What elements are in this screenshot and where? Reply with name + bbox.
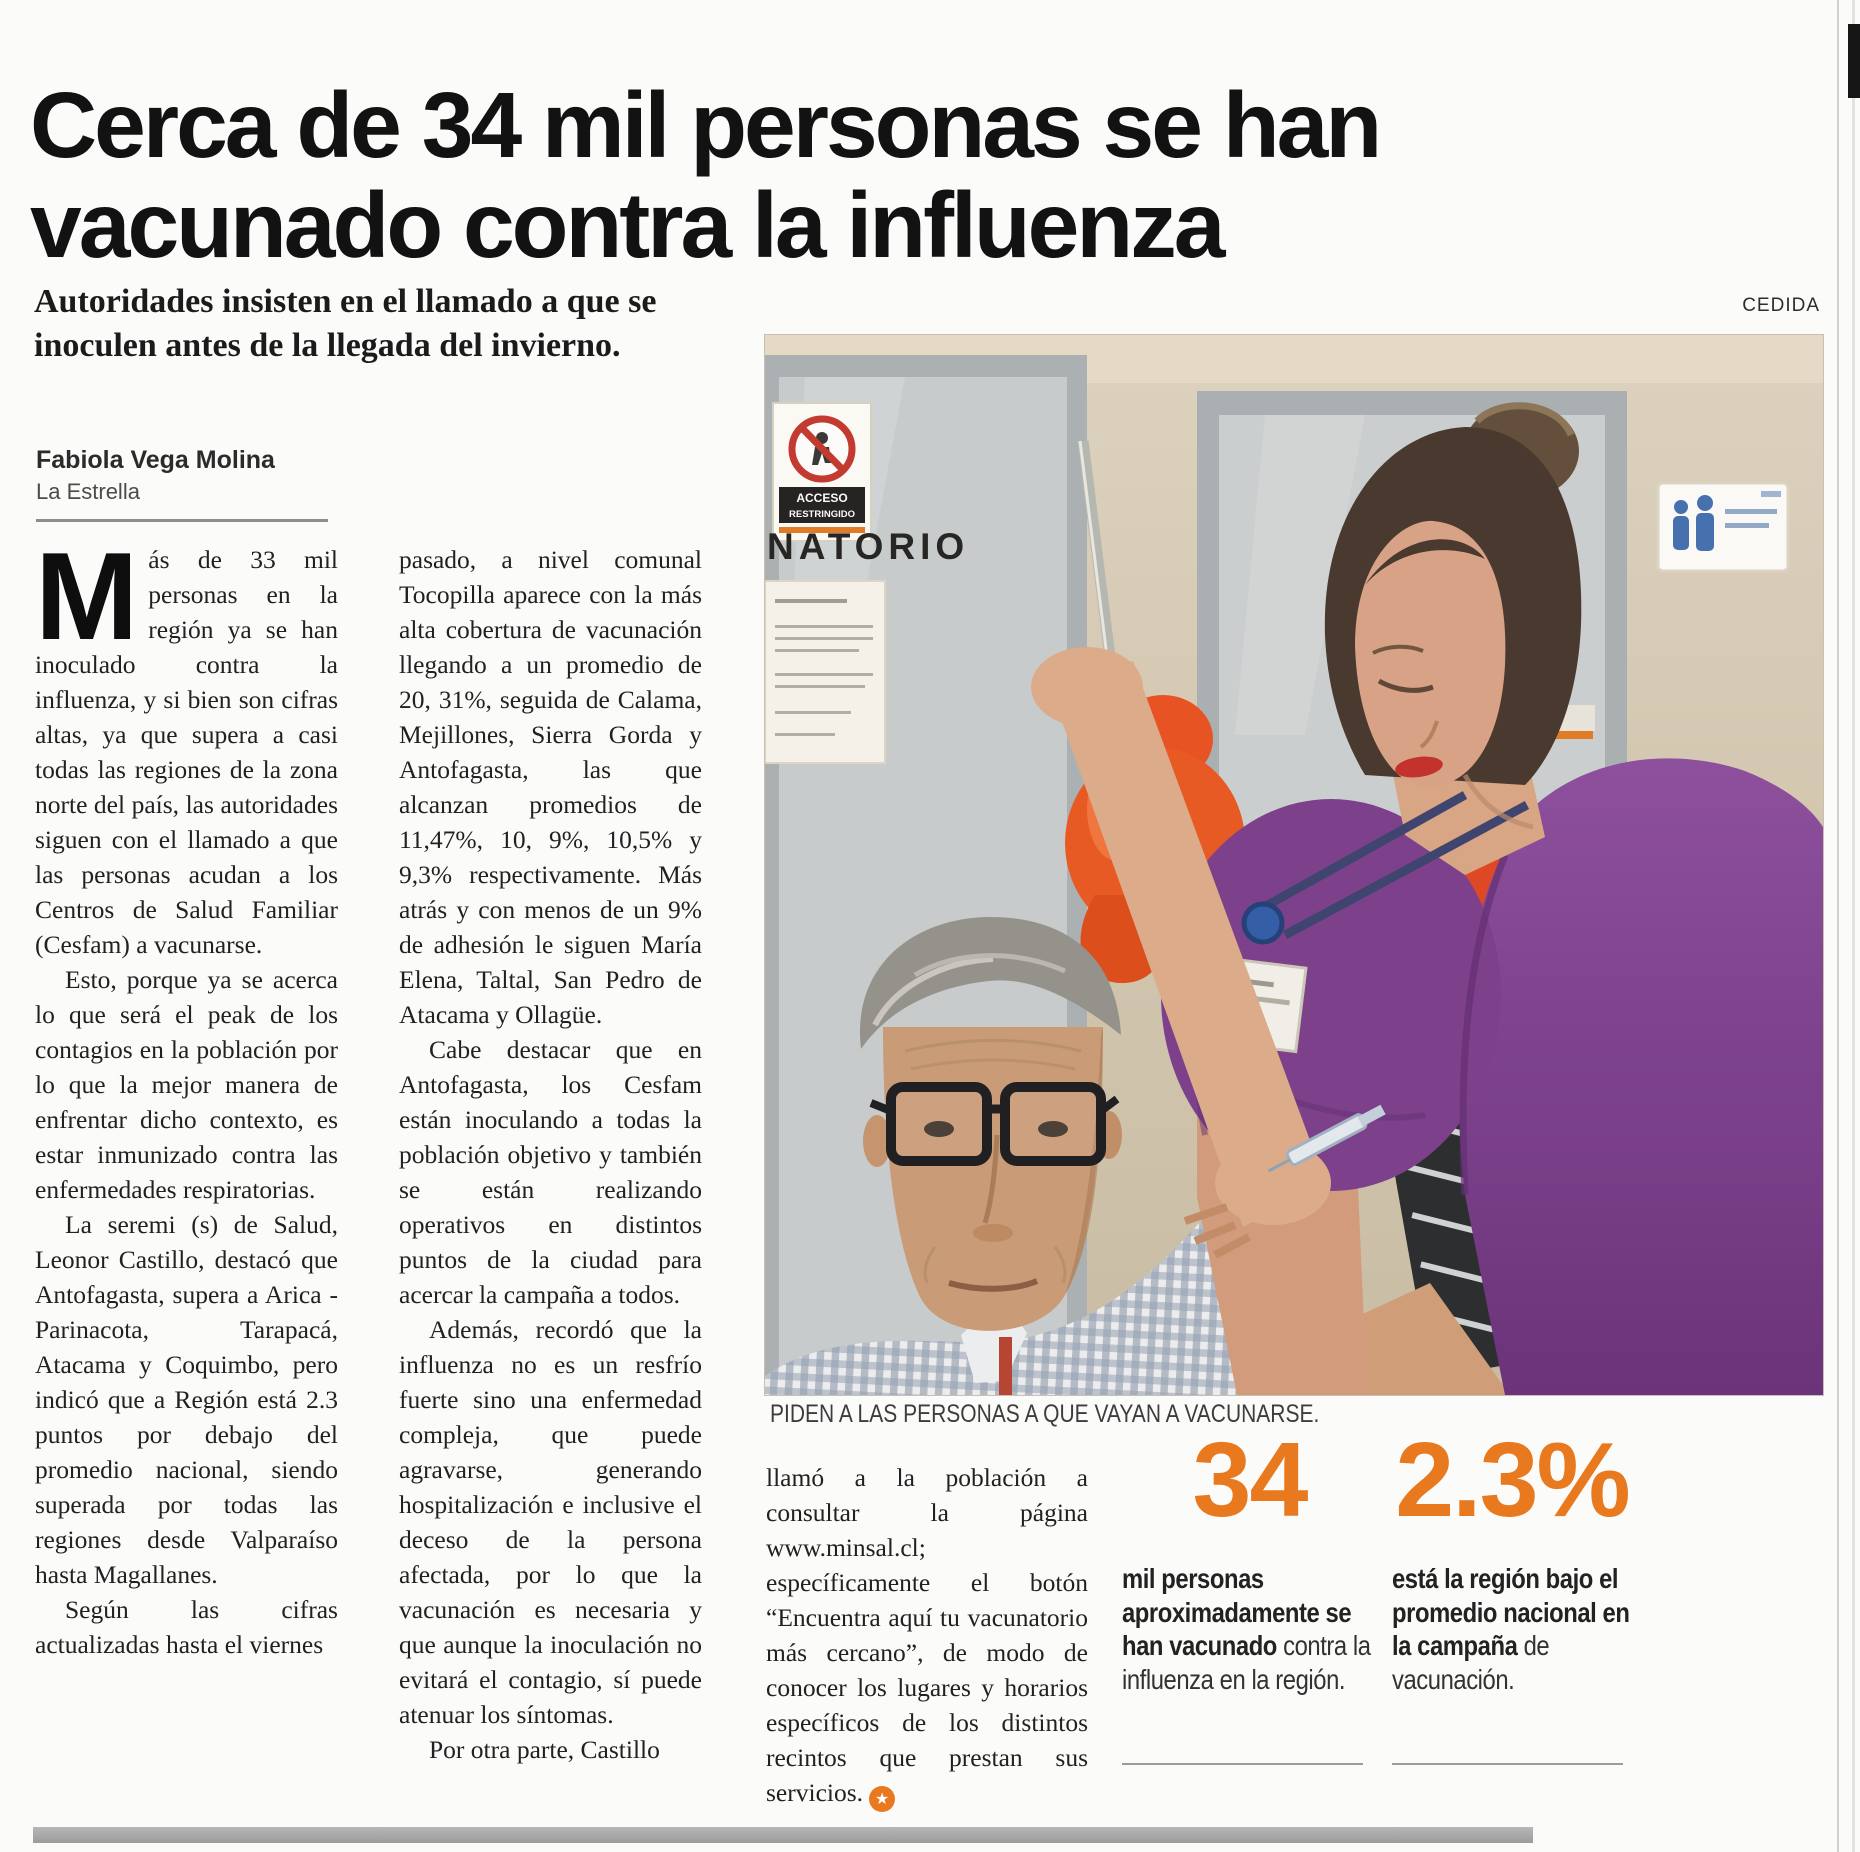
paragraph bbox=[766, 1460, 1088, 1812]
article-photo bbox=[765, 335, 1823, 1395]
article-deck: Autoridades insisten en el llamado a que se inoculen antes de la llegada del invierno. bbox=[34, 283, 657, 365]
stat-vaccinated-value: 34 bbox=[1192, 1421, 1307, 1539]
paragraph-text: ás de 33 mil personas en la región ya se han inoculado contra la influenza, y si bien son cifras altas, ya que supera a casi todas las regiones de la zona norte del país, las autoridades siguen con el llamado a que las personas acudan a los Centros de Salud Familiar (Cesfam) a vacunarse. bbox=[35, 545, 338, 959]
paragraph: La seremi (s) de Salud, Leonor Castillo, destacó que Antofagasta, supera a Arica - Parinacota, Tarapacá, Atacama y Coquimbo, pero indicó que a Región está 2.3 puntos por debajo del promedio nacional, siendo superada por todas las regiones desde Valparaíso hasta Magallanes. bbox=[35, 1210, 338, 1589]
byline-author: Fabiola Vega Molina bbox=[36, 446, 275, 474]
article-end-icon: ★ bbox=[869, 1786, 895, 1812]
sign-text-restringido: RESTRINGIDO bbox=[789, 509, 855, 520]
paragraph: Además, recordó que la influenza no es un resfrío fuerte sino una enfermedad compleja, que puede agravarse, generando hospitalización e inclusive el deceso de la persona afectada, por lo que la vacunación es necesaria y que aunque la inoculación no evitará el contagio, sí puede atenuar los síntomas. bbox=[399, 1315, 702, 1729]
stat-below-average bbox=[1392, 1421, 1632, 1697]
drop-cap: M bbox=[35, 542, 139, 666]
page-title: Cerca de 34 mil personas se han vacunado contra la influenza bbox=[30, 73, 1380, 277]
vacunatorio-door-text: NATORIO bbox=[767, 526, 970, 567]
paragraph: Por otra parte, Castillo bbox=[429, 1735, 660, 1764]
paragraph: Esto, porque ya se acerca lo que será el peak de los contagios en la población por lo que la mejor manera de enfrentar dicho contexto, es estar inmunizado contra las enfermedades respiratorias. bbox=[35, 965, 338, 1204]
paragraph: pasado, a nivel comunal Tocopilla aparece con la más alta cobertura de vacunación llegando a un promedio de 20, 31%, seguida de Calama, Mejillones, Sierra Gorda y Antofagasta, las que alcanzan promedios de 11,47%, 10, 9%, 10,5% y 9,3% respectivamente. Más atrás y con menos de un 9% de adhesión le siguen María Elena, Taltal, San Pedro de Atacama y Ollagüe. bbox=[399, 545, 702, 1029]
stat-vaccinated-text: mil personas aproximadamente se han vacunado contra la influenza en la región. bbox=[1122, 1563, 1371, 1696]
paragraph: Según las cifras actualizadas hasta el viernes bbox=[35, 1595, 338, 1659]
section-divider-bar bbox=[33, 1827, 1533, 1843]
stat-below-average-value: 2.3% bbox=[1395, 1421, 1629, 1539]
stat-divider bbox=[1122, 1763, 1363, 1765]
paragraph: Cabe destacar que en Antofagasta, los Cesfam están inoculando a todas la población objetivo y también se están realizando operativos en distintos puntos de la ciudad para acercar la campaña a todos. bbox=[399, 1035, 702, 1309]
sign-text-acceso: ACCESO bbox=[796, 491, 848, 505]
adjacent-page-ink bbox=[1848, 24, 1860, 98]
body-column-3 bbox=[766, 1460, 1088, 1820]
photo-credit: CEDIDA bbox=[1742, 295, 1820, 316]
paragraph bbox=[35, 542, 338, 962]
byline-divider bbox=[36, 519, 328, 522]
stat-divider bbox=[1392, 1763, 1623, 1765]
stat-below-average-text: está la región bajo el promedio nacional en la campaña de vacunación. bbox=[1392, 1563, 1630, 1696]
stat-vaccinated bbox=[1122, 1421, 1377, 1697]
byline-publication: La Estrella bbox=[36, 479, 140, 504]
body-column-2 bbox=[399, 542, 702, 1814]
body-column-1 bbox=[35, 542, 338, 1814]
page-gutter-line bbox=[1837, 0, 1839, 1852]
paragraph-text: llamó a la población a consultar la página www.minsal.cl; específicamente el botón “Encuentra aquí tu vacunatorio más cercano”, de modo de conocer los lugares y horarios específicos de los distintos recintos que prestan sus servicios. bbox=[766, 1463, 1088, 1807]
page-gutter-line bbox=[1852, 0, 1855, 1852]
photo-caption: PIDEN A LAS PERSONAS A QUE VAYAN A VACUNARSE. bbox=[770, 1400, 1320, 1428]
